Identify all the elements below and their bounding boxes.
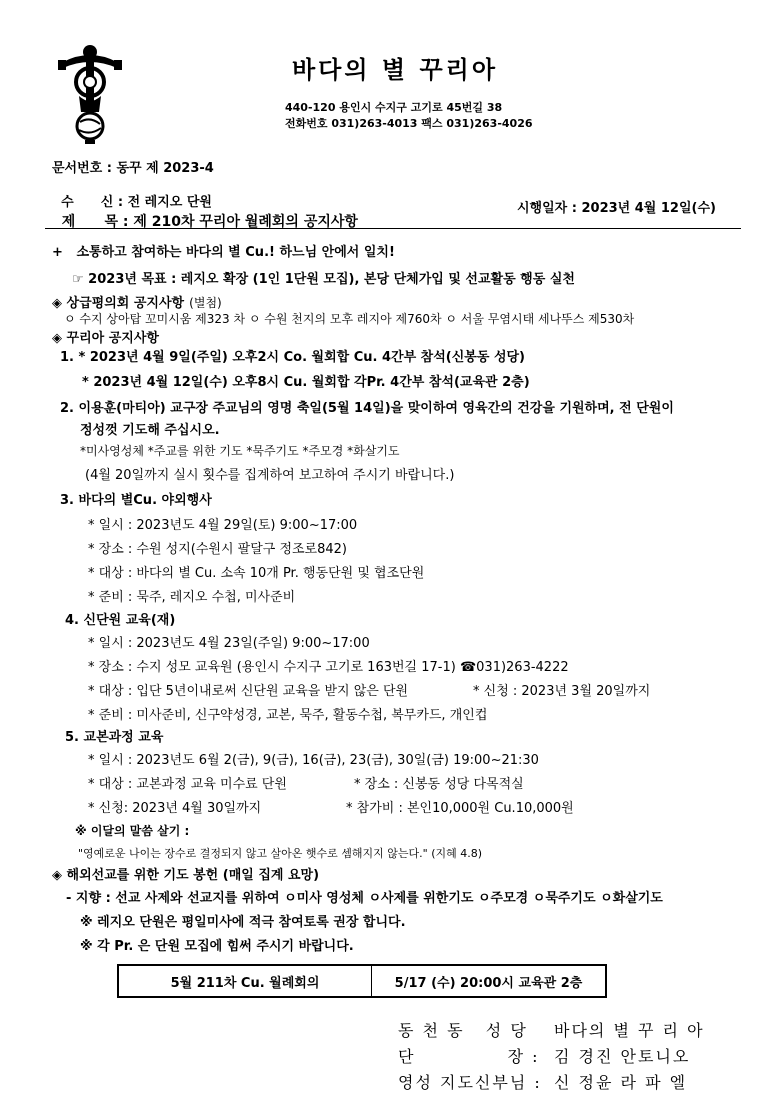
item5-title: 5. 교본과정 교육 [65,730,164,745]
item3-title: 3. 바다의 별Cu. 야외행사 [60,493,212,508]
item5-place: * 장소 : 신봉동 성당 다목적실 [354,777,524,792]
upper-notice-note: (별첨) [189,296,222,310]
item2-line1: 2. 이용훈(마티아) 교구장 주교님의 영명 축일(5월 14일)을 맞이하여 영육간의 건강을 기원하며, 전 단원이 [60,401,674,416]
legio-emblem-icon [55,40,125,145]
item5-fee: * 참가비 : 본인10,000원 Cu.10,000원 [346,801,574,816]
word-text: "영예로운 나이는 장수로 결정되지 않고 살아온 햇수로 셈해지지 않는다." (지혜 4.8) [78,847,483,860]
subject-label: 제 목 : [61,214,134,230]
sign-curia: 바다의 별 꾸 리 아 [554,1021,705,1040]
item5-target: * 대상 : 교본과정 교육 미수료 단원 [88,777,287,792]
item1-line2: * 2023년 4월 12일(수) 오후8시 Cu. 월회합 각Pr. 4간부 참석(교육관 2층) [82,375,530,390]
item2-line2: 정성껏 기도해 주십시오. [80,423,220,438]
recipient-label: 수 신 : [61,195,128,210]
recommend-weekday-mass: ※ 레지오 단원은 평일미사에 적극 참여토록 권장 합니다. [80,915,406,930]
subject: 제 210차 꾸리아 월례회의 공지사항 [133,214,358,230]
item5-apply: * 신청: 2023년 4월 30일까지 [88,801,262,816]
doc-number: 동꾸 제 2023-4 [116,161,214,176]
word-title: ※ 이달의 말씀 살기 : [75,824,190,838]
page-title: 바다의 별 꾸리아 [292,56,498,84]
item4-apply: * 신청 : 2023년 3월 20일까지 [473,684,651,699]
issue-date: 시행일자 : 2023년 4월 12일(수) [517,201,716,216]
item4-title: 4. 신단원 교육(재) [65,613,176,628]
next-meeting-table [117,964,607,998]
sign-president-label: 단 장 : [398,1047,540,1066]
item2-note: (4월 20일까지 실시 횟수를 집계하여 보고하여 주시기 바랍니다.) [85,468,455,483]
address: 440-120 용인시 수지구 고기로 45번길 38 [285,101,503,114]
meeting-name: 5월 211차 Cu. 월례회의 [119,966,372,996]
item5-date: * 일시 : 2023년도 6월 2(금), 9(금), 16(금), 23(금), 30일(금) 19:00~21:30 [88,753,539,768]
item4-place: * 장소 : 수지 성모 교육원 (용인시 수지구 고기로 163번길 17-1) ☎031)263-4222 [88,660,569,675]
mission-title: ◈ 해외선교를 위한 기도 봉헌 (매일 집계 요망) [52,868,320,883]
item2-prayers: *미사영성체 *주교를 위한 기도 *묵주기도 *주모경 *화살기도 [80,444,400,458]
item4-date: * 일시 : 2023년도 4월 23일(주일) 9:00~17:00 [88,636,370,651]
upper-notice-title: ◈ 상급평의회 공지사항 [52,296,185,311]
slogan: + 소통하고 참여하는 바다의 별 Cu.! 하느님 안에서 일치! [52,245,395,260]
sign-parish: 동 천 동 성 당 [398,1021,528,1040]
annual-goal: ☞ 2023년 목표 : 레지오 확장 (1인 1단원 모집), 본당 단체가입 및 선교활동 행동 실천 [72,272,575,287]
subject-row [52,195,358,231]
item3-prep: * 준비 : 묵주, 레지오 수첩, 미사준비 [88,590,296,605]
doc-number-row [52,157,214,176]
sign-director-name: 신 정윤 라 파 엘 [554,1073,688,1092]
recommend-recruit: ※ 각 Pr. 은 단원 모집에 힘써 주시기 바랍니다. [80,939,354,954]
recipient: 전 레지오 단원 [127,195,212,210]
item1-line1: 1. * 2023년 4월 9일(주일) 오후2시 Co. 월회합 Cu. 4간부 참석(신봉동 성당) [60,350,526,365]
divider [45,228,741,229]
item3-date: * 일시 : 2023년도 4월 29일(토) 9:00~17:00 [88,518,358,533]
item4-target: * 대상 : 입단 5년이내로써 신단원 교육을 받지 않은 단원 [88,684,409,699]
item4-prep: * 준비 : 미사준비, 신구약성경, 교본, 묵주, 활동수첩, 복무카드, 개인컵 [88,708,488,723]
doc-number-label: 문서번호 : [52,161,117,176]
sign-president-name: 김 경진 안토니오 [554,1047,691,1066]
meeting-when: 5/17 (수) 20:00시 교육관 2층 [394,975,583,991]
legio-emblem-logo [55,40,125,145]
item3-target: * 대상 : 바다의 별 Cu. 소속 10개 Pr. 행동단원 및 협조단원 [88,566,425,581]
curia-notice-title: ◈ 꾸리아 공지사항 [52,331,159,346]
sign-director-label: 영성 지도신부님 : [398,1073,542,1092]
item3-place: * 장소 : 수원 성지(수원시 팔달구 정조로842) [88,542,348,557]
upper-notice-items: ㅇ 수지 상아탑 꼬미시움 제323 차 ㅇ 수원 천지의 모후 레지아 제760차 ㅇ 서울 무염시태 세나뚜스 제530차 [64,312,635,326]
contact-info: 전화번호 031)263-4013 팩스 031)263-4026 [285,117,533,130]
mission-aim: - 지향 : 선교 사제와 선교지를 위하여 ㅇ미사 영성체 ㅇ사제를 위한기도 ㅇ주모경 ㅇ묵주기도 ㅇ화살기도 [66,891,663,906]
upper-notice-heading [52,292,222,311]
